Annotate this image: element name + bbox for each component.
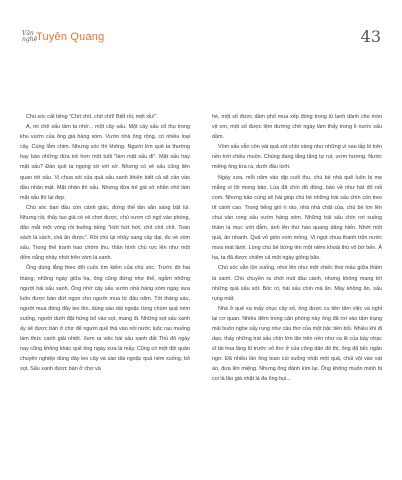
article-body bbox=[20, 112, 382, 474]
paragraph: Chú sóc vẫn lộn xuống, nhoi lên như một chiếc thoi mầu giữa thảm lá xanh. Chú chuyền ra chót mút đầu cành, nhưng không mang tới những quả sấu sót. Bóc ơi, hái sấu chín mà ăn. Mày không ăn, sấu rụng mất. bbox=[212, 265, 382, 302]
logo-prefix-line1: Văn bbox=[22, 30, 34, 37]
page-header bbox=[0, 0, 402, 60]
left-column bbox=[20, 112, 190, 374]
paragraph: A, mi chê xấu làm ta nhớ... một cây sấu. Một cây sấu cổ thụ trong khu vườn của ông già hàng xóm. Vườn nhà ông rộng, có nhiều loại cây. Cùng lắm chim. Nhưng sóc thì không. Người lớn quê ta thường hay bảo những đứa trẻ hơn một tuổi "làm mặt xấu đi". Mặt xấu hay mặt sấu? Đàn quê ta ngọng sờ với xờ. Nhưng có vẻ xấu cũng liên quan tới sấu. Vị chua sói của quả sấu xanh khiến biết cả sẽ cần vào đầu nhăn mặt. Mặt nhăn thì xấu. Nhưng đứa trẻ giả vờ nhăn nhó làm mặt xấu thì lại đẹp. bbox=[20, 124, 190, 201]
paragraph: Ngày xưa, mỗi năm vào dịp cuối thu, chú bé nhà quê luôn bị mẹ mắng vì lội mong bảo. Lúa đã chín đỏ đồng, bảo về như hát đổ nối com. Nhưng bảo cùng sẽ hái giúp chú bé những trái sấu chín còn treo tít cành cao. Trong tiếng gió rì rào, nhà nhà chật của, chú bé lon lên chui vào rong sấu vườn hàng xóm. Những trái sấu chín rơi xuống thảm lá mục ướt đẫm, ánh lên thứ hào quang dâng hiến. Nhớt một quả, ăn nhanh. Quả vỏ giòn vom mỏng. Vị ngọt chua thanh trộn nước mưa mát lành. Lòng chú bé bừng lên một niềm khoái thú vô bờ bến. À ha, ta đã được chiêm cả một ngày giông bão. bbox=[212, 174, 382, 262]
paragraph: Chú sóc cất tiếng "Chít chít, chít chít! Biết rồi, mệt xỉu!". bbox=[26, 114, 159, 120]
paragraph: Chú sóc bạn đầu còn cảnh giác, đứng thế tần sẵn sàng bật lùi. Nhưng rồi, thấy tao giả có vẻ chơi được, chú vươn cổ ngó vào phòng, đảo mắt một vòng rồi buông tiếng "Hứt hứt hứt, chít chít chít. Toàn sách là sách, chả ăn được". Rồi chú lại nhảy sang cây đại, đu về vòm sấu. Trong thế tranh hao chớm thu, thân hình chú rực lên như một đốm nắng nhảy nhót trên vòm lá xanh. bbox=[20, 204, 190, 262]
logo-prefix-line2: nghệ bbox=[22, 36, 38, 43]
paragraph: hè, một số được dầm phố mua xếp đóng trong tủ lạnh dành cho món vịt om, một số được lệm đường chờ ngày làm thấy trong lì nước sấu dầm. bbox=[212, 114, 382, 141]
paragraph: Nhà ở quê xa mấy chục cây số, ông được cu tiên tâm việc và nghỉ lại cơ quan. Nhiều đêm trong căn phòng này ông đã rơi vào tâm trạng mải buồn nghe sấy rụng như câu thơ của một bậc tiền bối. Nhiều khi đi dạo, thấy những trái sấu chín lớn lăn trên nền như ca lê của bầy nhạc sĩ tài hoa lặng lũ trước vỏ thơ ở của công dân đô thị, ông đã tiếc ngẩn ngơ. Đã nhiều lần ông toan cúi xuống nhặt một quả, chùi vội vào vạt áo, đưa lên miệng. Nhưng ông đành kìm lại. Ông không muốn mình bị coi là lão già nhặt lá đa ông bụi... bbox=[212, 305, 382, 383]
page-number: 43 bbox=[360, 27, 381, 46]
paragraph: Ông dùng lẳng theo dõi cuộc tìm kiếm của chú sóc. Trước đó hai tháng, những ngày giữa hạ, ông cũng đứng như thế, ngắm những người hái sấu xanh. Ông nhớ cây sấu vườn nhà hàng xóm ngày xưa luôn được bán đứt ngọn cho người mua từ đầu năm. Tới tháng sáu, người mua đóng đây leo lên, dùng sào dài ngoặc từng chùm quả ném xuống, người dưới đặt hứng bổ vào sọt, mang đi. Những sọt sấu xanh ấy sẽ được bán ở chợ để người quê thả vào nồi nước luộc rau muống làm thức canh giải nhiệt. Xem ra việc hái sấu xanh đất Thủ đô ngày nay cũng không khác quê ông ngày xưa là mấy. Cũng có một đội quân chuyên nghiệp dùng dây leo cây và sào dài ngoặc quả ném xuống, bỏ sọt. Sấu xanh được bán ở chợ và bbox=[20, 265, 190, 373]
paragraph: Vòm sấu vẫn còn vài quả sót chín vàng như những vì sao lấp ló trên nền trời chiều muộn. Chúng đang lắng lặng tự rụt, ươm hương. Nước miếng ông tứa ra, dưới đầu lưỡi. bbox=[212, 144, 382, 171]
magazine-logo-prefix bbox=[22, 31, 37, 43]
right-column bbox=[212, 112, 382, 385]
magazine-logo: Tuyên Quang bbox=[36, 31, 105, 43]
